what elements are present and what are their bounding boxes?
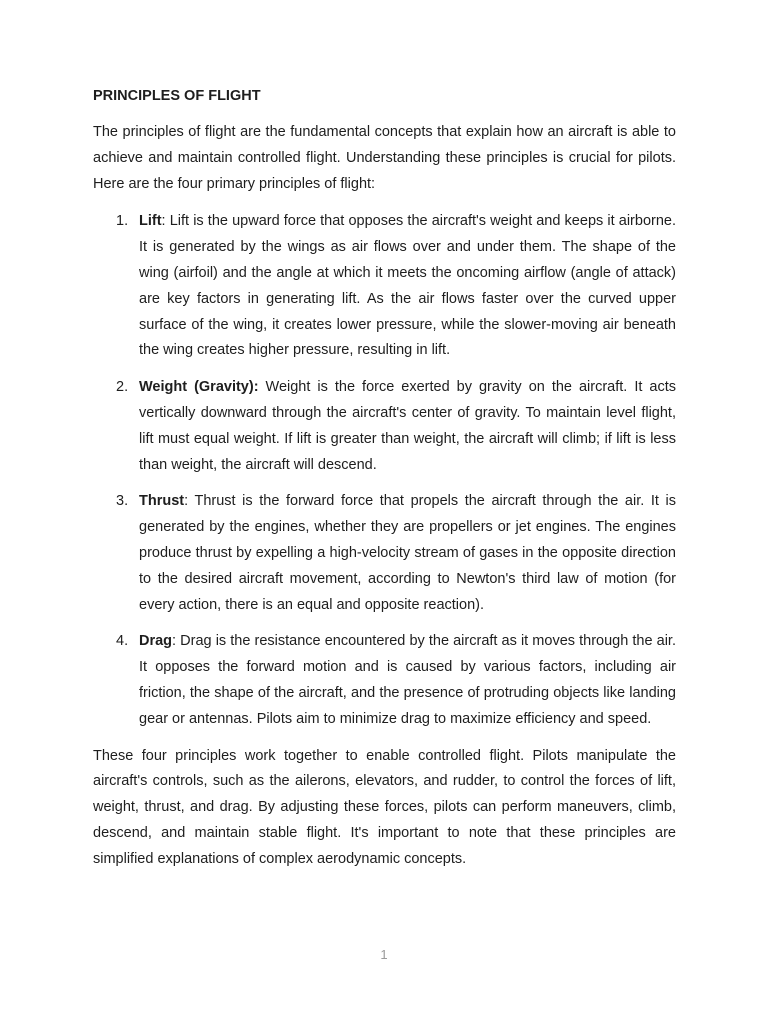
term-lift: Lift	[139, 213, 162, 230]
item-text: Weight is the force exerted by gravity on the aircraft. It acts vertically downward through the aircraft's center of gravity. To maintain level flight, lift must equal weight. If lift is greater than weight, the aircraft will climb; if lift is less than weight, the aircraft will descend.	[139, 379, 676, 473]
list-number: 3.	[116, 493, 129, 510]
document-page	[93, 84, 676, 873]
list-number: 4.	[116, 633, 129, 650]
item-text: Lift is the upward force that opposes the aircraft's weight and keeps it airborne. It is generated by the wings as air flows over and under them. The shape of the wing (airfoil) and the angle at which it meets the oncoming airflow (angle of attack) are key factors in generating lift. As the air flows faster over the curved upper surface of the wing, it creates lower pressure, while the slower-moving air beneath the wing creates higher pressure, resulting in lift.	[139, 213, 676, 359]
term-separator: :	[172, 633, 177, 650]
intro-paragraph: The principles of flight are the fundamental concepts that explain how an aircraft is able to achieve and maintain controlled flight. Understanding these principles is crucial for pilots. Here are the four primary principles of flight:	[93, 124, 676, 192]
term-weight: Weight (Gravity):	[139, 379, 259, 396]
term-drag: Drag	[139, 633, 173, 650]
term-separator: :	[161, 213, 166, 230]
item-text: Drag is the resistance encountered by the aircraft as it moves through the air. It opposes the forward motion and is caused by various factors, including air friction, the shape of the aircraft, and the presence of protruding objects like landing gear or antennas. Pilots aim to minimize drag to maximize efficiency and speed.	[139, 633, 676, 727]
term-separator: :	[184, 493, 189, 510]
page-number: 1	[380, 947, 388, 962]
list-number: 1.	[116, 213, 129, 230]
item-text: Thrust is the forward force that propels the aircraft through the air. It is generated by the engines, whether they are propellers or jet engines. The engines produce thrust by expelling a high-velocity stream of gases in the opposite direction to the desired aircraft movement, according to Newton's third law of motion (for every action, there is an equal and opposite reaction).	[139, 493, 676, 613]
list-item-drag	[93, 629, 676, 732]
document-title: PRINCIPLES OF FLIGHT	[93, 88, 261, 104]
term-thrust: Thrust	[139, 493, 185, 510]
closing-paragraph: These four principles work together to enable controlled flight. Pilots manipulate the aircraft's controls, such as the ailerons, elevators, and rudder, to control the forces of lift, weight, thrust, and drag. By adjusting these forces, pilots can perform maneuvers, climb, descend, and maintain stable flight. It's important to note that these principles are simplified explanations of complex aerodynamic concepts.	[93, 747, 676, 867]
list-item-lift	[93, 209, 676, 364]
list-item-thrust	[93, 489, 676, 618]
principles-list	[93, 209, 676, 732]
list-item-weight	[93, 375, 676, 478]
list-number: 2.	[116, 379, 129, 396]
